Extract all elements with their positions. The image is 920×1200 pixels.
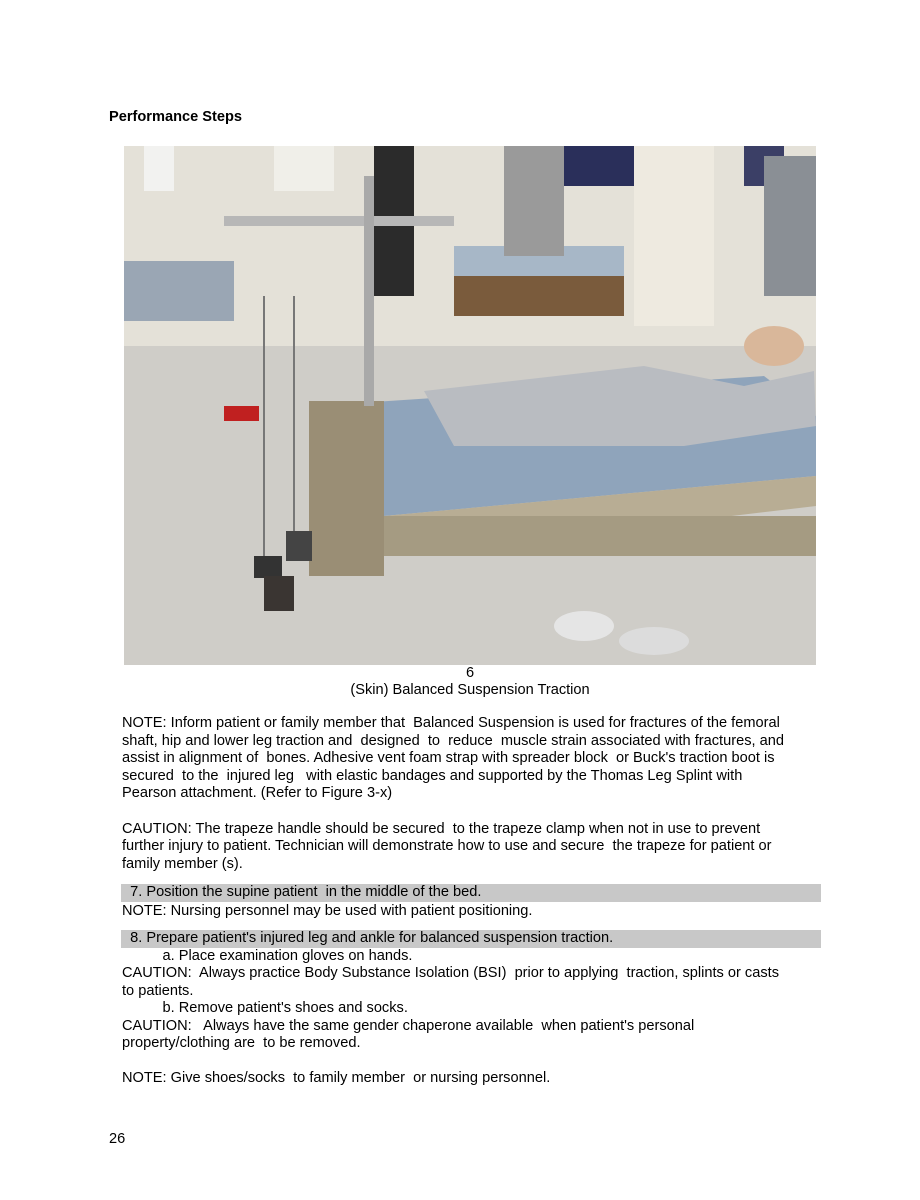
note-line: shaft, hip and lower leg traction and designed to reduce muscle strain associated with fractures, and (122, 732, 784, 749)
step-7-label: 7. Position the supine patient in the middle of the bed. (121, 884, 821, 902)
note-line: NOTE: Inform patient or family member that Balanced Suspension is used for fractures of the femoral (122, 715, 780, 731)
caution-trapeze (122, 821, 822, 874)
photo-illustration (124, 146, 816, 665)
step-8-substep-b: b. Remove patient's shoes and socks. (122, 1000, 408, 1016)
note-line: secured to the injured leg with elastic bandages and supported by the Thomas Leg Splint with (122, 767, 743, 784)
step-7 (122, 884, 822, 920)
caution-bsi-line: to patients. (122, 982, 194, 999)
caution-bsi-line: CAUTION: Always practice Body Substance Isolation (BSI) prior to applying traction, splints or casts (122, 965, 779, 981)
step-8-label: 8. Prepare patient's injured leg and ankle for balanced suspension traction. (121, 930, 821, 948)
figure-number: 6 (465, 665, 475, 681)
step-8-substep-a: a. Place examination gloves on hands. (122, 947, 413, 964)
figure-photo-balanced-suspension-traction (124, 146, 816, 665)
caution-line: family member (s). (122, 855, 243, 872)
note-line: assist in alignment of bones. Adhesive vent foam strap with spreader block or Buck's traction boot is (122, 750, 775, 766)
note-shoes-socks: NOTE: Give shoes/socks to family member or nursing personnel. (122, 1070, 551, 1086)
caution-line: further injury to patient. Technician will demonstrate how to use and secure the trapeze for patient or (122, 838, 772, 854)
caution-line: CAUTION: The trapeze handle should be secured to the trapeze clamp when not in use to prevent (122, 820, 761, 837)
figure-caption: (Skin) Balanced Suspension Traction (350, 682, 590, 698)
page-number: 26 (109, 1131, 126, 1147)
caution-chaperone-line: property/clothing are to be removed. (122, 1035, 361, 1051)
step-8 (122, 930, 822, 1088)
note-line: Pearson attachment. (Refer to Figure 3-x) (122, 785, 393, 801)
step-7-note: NOTE: Nursing personnel may be used with patient positioning. (122, 902, 533, 919)
section-heading: Performance Steps (109, 109, 243, 125)
body-text (122, 715, 822, 1088)
note-balanced-suspension (122, 715, 822, 803)
caution-chaperone-line: CAUTION: Always have the same gender chaperone available when patient's personal (122, 1017, 695, 1034)
